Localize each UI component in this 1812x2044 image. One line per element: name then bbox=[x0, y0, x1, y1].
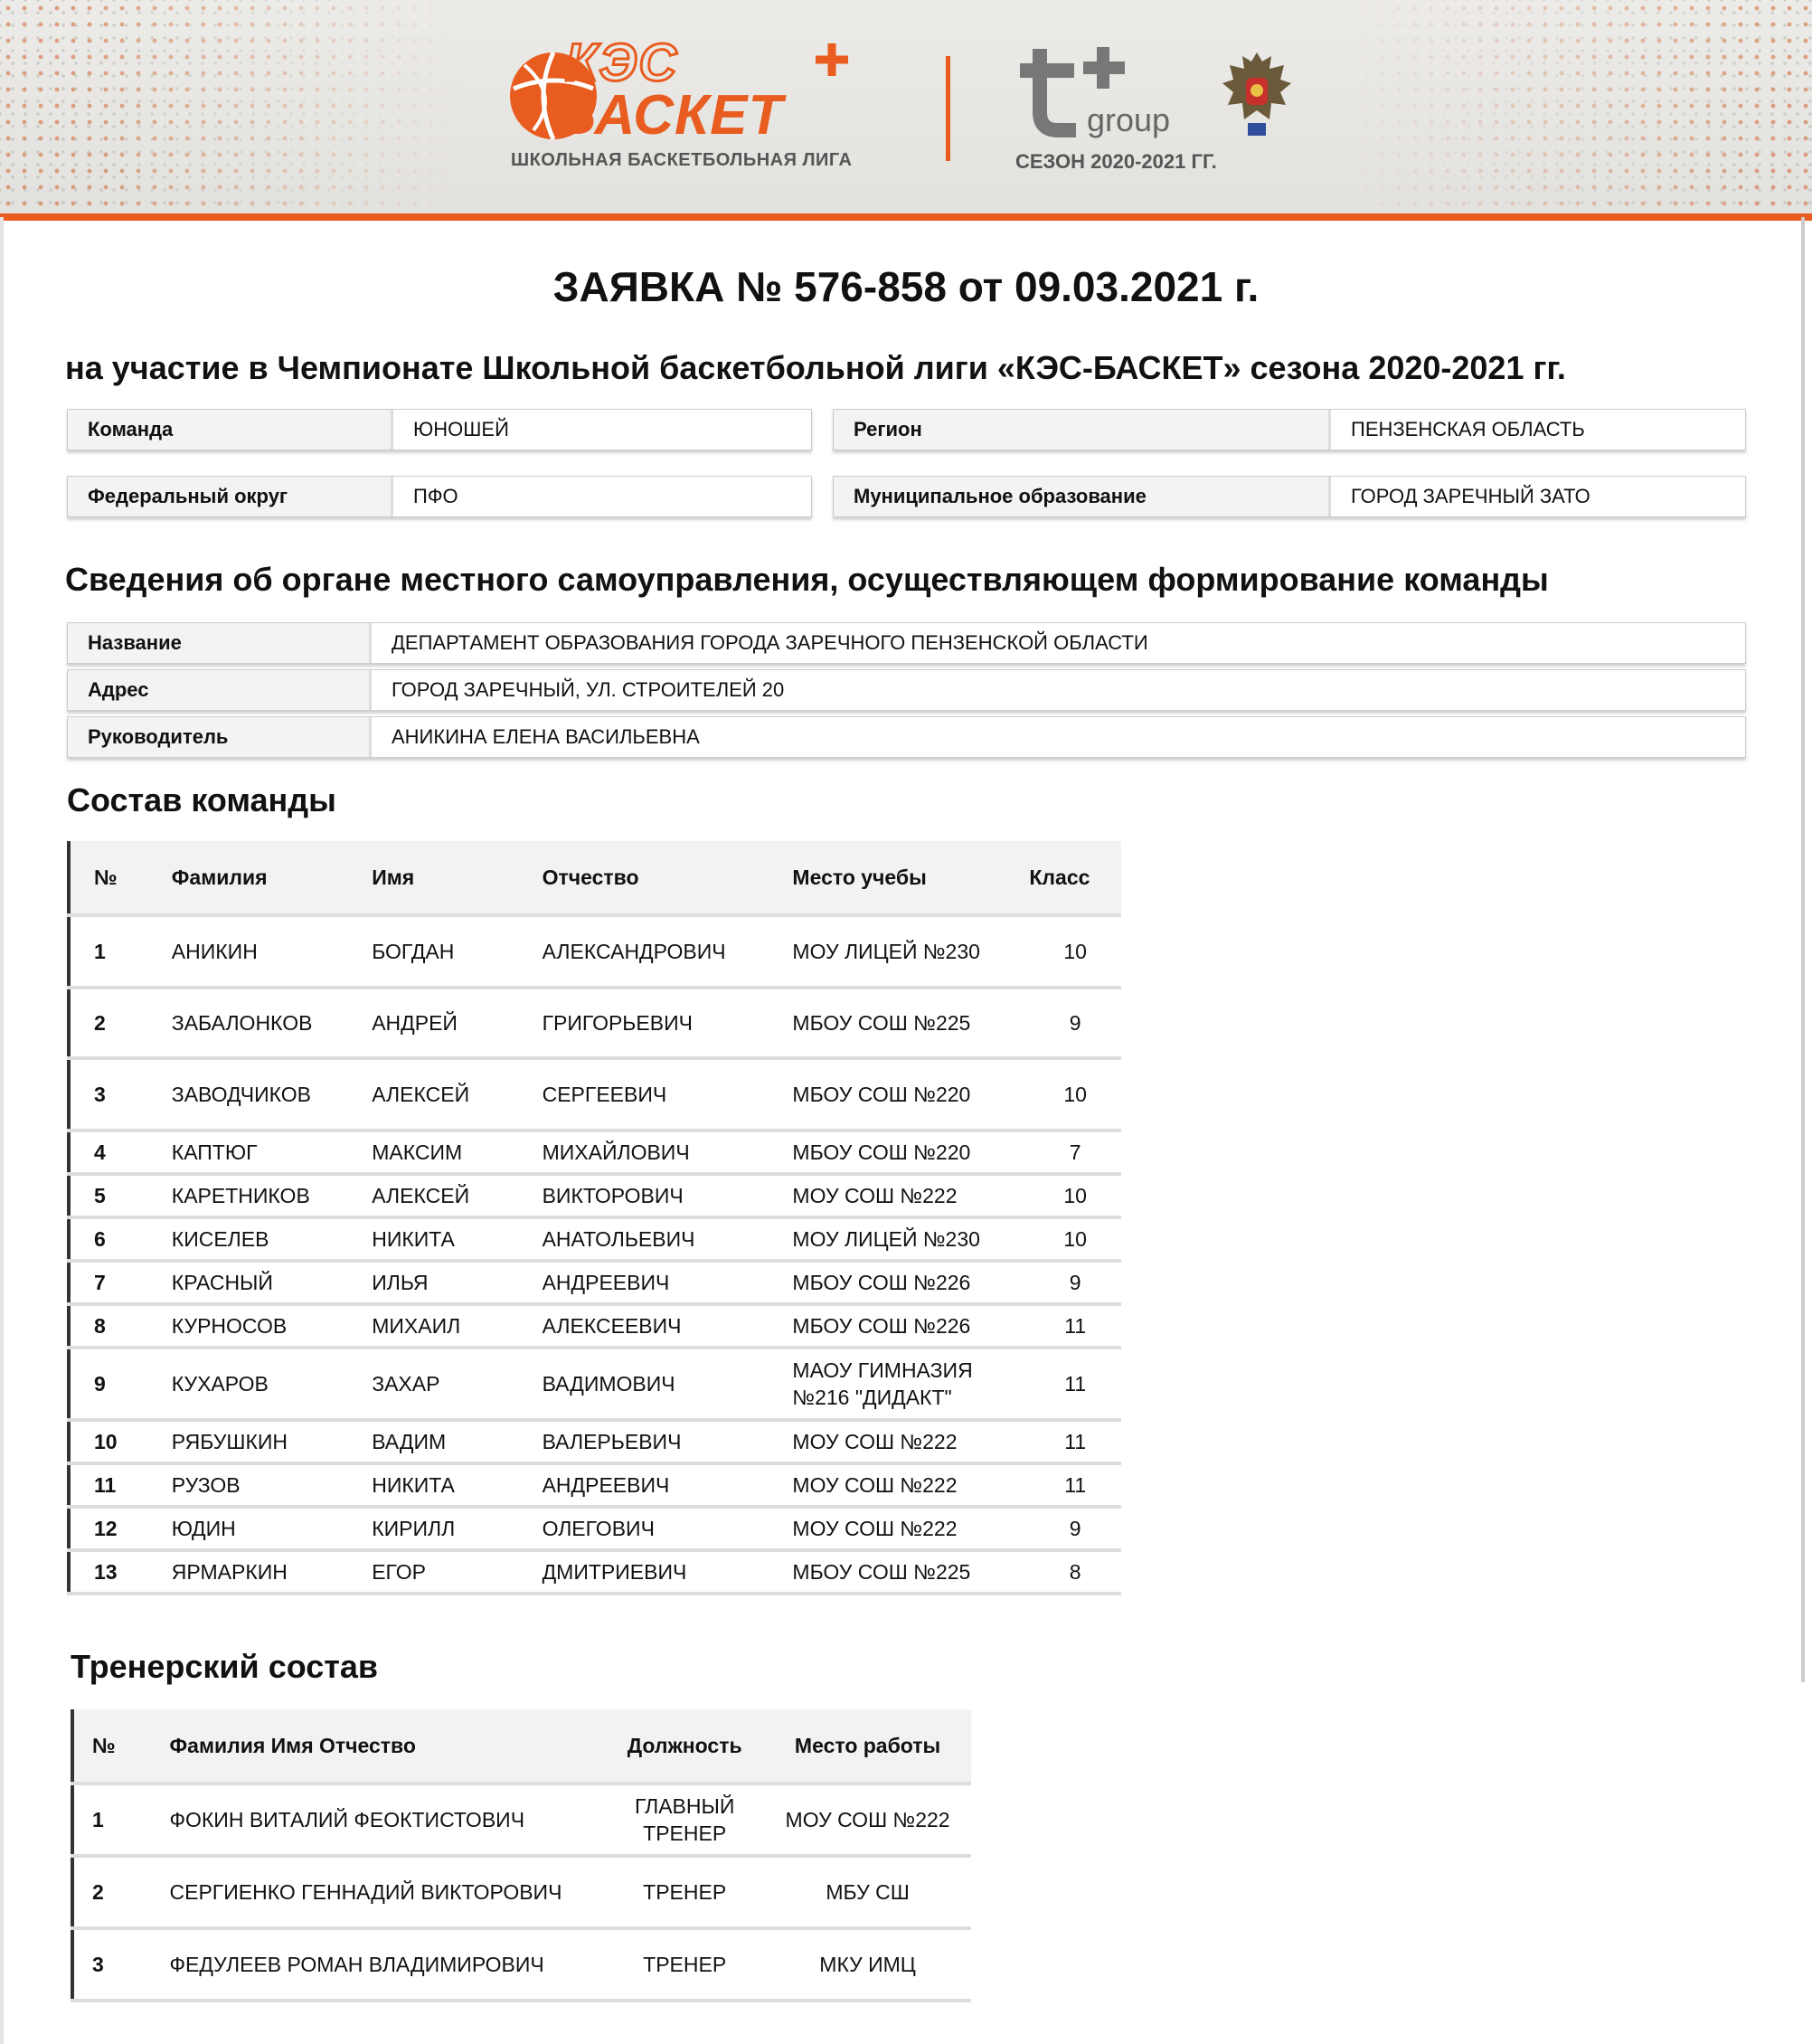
cell-school: МАОУ ГИМНАЗИЯ №216 "ДИДАКТ" bbox=[792, 1348, 1029, 1420]
page-subtitle: на участие в Чемпионате Школьной баскетбольной лиги «КЭС-БАСКЕТ» сезона 2020-2021 гг. bbox=[65, 349, 1566, 386]
vertical-scrollbar[interactable] bbox=[1801, 217, 1805, 1682]
cell-school: МОУ ЛИЦЕЙ №230 bbox=[792, 1217, 1029, 1261]
cell-patronymic: СЕРГЕЕВИЧ bbox=[543, 1058, 793, 1131]
cell-number: 4 bbox=[69, 1131, 172, 1174]
cell-lastname: ЗАБАЛОНКОВ bbox=[172, 988, 372, 1058]
cell-number: 1 bbox=[69, 915, 172, 988]
table-row bbox=[72, 1784, 971, 1856]
cell-lastname: ЯРМАРКИН bbox=[172, 1550, 372, 1594]
cell-number: 11 bbox=[69, 1463, 172, 1507]
col-grade: Класс bbox=[1029, 841, 1121, 915]
authority-head-value: АНИКИНА ЕЛЕНА ВАСИЛЬЕВНА bbox=[392, 725, 700, 748]
cell-grade: 11 bbox=[1029, 1348, 1121, 1420]
cell-number: 12 bbox=[69, 1507, 172, 1550]
table-row bbox=[69, 1507, 1121, 1550]
cell-number: 7 bbox=[69, 1261, 172, 1304]
coach-cell-number: 3 bbox=[72, 1928, 170, 2001]
cell-firstname: АНДРЕЙ bbox=[372, 988, 542, 1058]
field-region-label: Регион bbox=[834, 410, 1331, 449]
coat-of-arms-icon bbox=[1221, 47, 1293, 139]
table-row bbox=[69, 1348, 1121, 1420]
coach-col-fullname: Фамилия Имя Отчество bbox=[170, 1709, 606, 1784]
table-row bbox=[72, 1856, 971, 1928]
cell-school: МБОУ СОШ №226 bbox=[792, 1304, 1029, 1348]
cell-patronymic: ОЛЕГОВИЧ bbox=[543, 1507, 793, 1550]
banner-accent-line bbox=[0, 213, 1812, 221]
cell-lastname: КАПТЮГ bbox=[172, 1131, 372, 1174]
banner-dot-pattern-right bbox=[1342, 0, 1812, 221]
coach-col-workplace: Место работы bbox=[764, 1709, 971, 1784]
cell-firstname: АЛЕКСЕЙ bbox=[372, 1174, 542, 1217]
cell-grade: 11 bbox=[1029, 1463, 1121, 1507]
coaches-heading: Тренерский состав bbox=[71, 1648, 379, 1685]
coach-cell-fullname: ФОКИН ВИТАЛИЙ ФЕОКТИСТОВИЧ bbox=[170, 1784, 606, 1856]
team-heading: Состав команды bbox=[67, 781, 336, 819]
col-lastname: Фамилия bbox=[172, 841, 372, 915]
cell-lastname: РЯБУШКИН bbox=[172, 1420, 372, 1463]
cell-school: МБОУ СОШ №220 bbox=[792, 1131, 1029, 1174]
authority-heading: Сведения об органе местного самоуправления, осуществляющем формирование команды bbox=[65, 561, 1549, 598]
field-team-value: ЮНОШЕЙ bbox=[413, 418, 509, 440]
coach-cell-fullname: ФЕДУЛЕЕВ РОМАН ВЛАДИМИРОВИЧ bbox=[170, 1928, 606, 2001]
team-table-header bbox=[69, 841, 1121, 915]
cell-grade: 11 bbox=[1029, 1304, 1121, 1348]
cell-lastname: АНИКИН bbox=[172, 915, 372, 988]
cell-patronymic: ВАДИМОВИЧ bbox=[543, 1348, 793, 1420]
cell-firstname: ИЛЬЯ bbox=[372, 1261, 542, 1304]
page-title: ЗАЯВКА № 576-858 от 09.03.2021 г. bbox=[552, 263, 1260, 310]
header-banner bbox=[0, 0, 1812, 221]
cell-school: МБОУ СОШ №225 bbox=[792, 1550, 1029, 1594]
cell-lastname: РУЗОВ bbox=[172, 1463, 372, 1507]
field-federal-district bbox=[67, 476, 812, 517]
table-row bbox=[69, 1304, 1121, 1348]
cell-grade: 10 bbox=[1029, 1058, 1121, 1131]
coach-cell-workplace: МОУ СОШ №222 bbox=[764, 1784, 971, 1856]
brand-subtitle: ШКОЛЬНАЯ БАСКЕТБОЛЬНАЯ ЛИГА bbox=[511, 150, 853, 170]
table-row bbox=[69, 1174, 1121, 1217]
coach-cell-workplace: МБУ СШ bbox=[764, 1856, 971, 1928]
cell-lastname: КРАСНЫЙ bbox=[172, 1261, 372, 1304]
col-firstname: Имя bbox=[372, 841, 542, 915]
field-federal-district-value: ПФО bbox=[413, 485, 458, 507]
cell-school: МОУ ЛИЦЕЙ №230 bbox=[792, 915, 1029, 988]
cell-grade: 9 bbox=[1029, 1507, 1121, 1550]
cell-grade: 11 bbox=[1029, 1420, 1121, 1463]
cell-number: 2 bbox=[69, 988, 172, 1058]
cell-firstname: ЗАХАР bbox=[372, 1348, 542, 1420]
field-team-label: Команда bbox=[68, 410, 393, 449]
coach-cell-number: 1 bbox=[72, 1784, 170, 1856]
table-row bbox=[69, 1463, 1121, 1507]
coach-cell-fullname: СЕРГИЕНКО ГЕННАДИЙ ВИКТОРОВИЧ bbox=[170, 1856, 606, 1928]
authority-head-label: Руководитель bbox=[68, 717, 372, 757]
field-municipality-value: ГОРОД ЗАРЕЧНЫЙ ЗАТО bbox=[1351, 485, 1590, 507]
season-label: СЕЗОН 2020-2021 ГГ. bbox=[1015, 150, 1217, 173]
cell-number: 6 bbox=[69, 1217, 172, 1261]
table-row bbox=[72, 1928, 971, 2001]
table-row bbox=[69, 1131, 1121, 1174]
banner-dot-pattern-left bbox=[0, 0, 470, 221]
table-row bbox=[69, 1261, 1121, 1304]
cell-number: 13 bbox=[69, 1550, 172, 1594]
cell-lastname: КАРЕТНИКОВ bbox=[172, 1174, 372, 1217]
cell-patronymic: ВИКТОРОВИЧ bbox=[543, 1174, 793, 1217]
cell-grade: 8 bbox=[1029, 1550, 1121, 1594]
col-patronymic: Отчество bbox=[543, 841, 793, 915]
authority-address-label: Адрес bbox=[68, 670, 372, 710]
table-row bbox=[69, 1058, 1121, 1131]
authority-name-value: ДЕПАРТАМЕНТ ОБРАЗОВАНИЯ ГОРОДА ЗАРЕЧНОГО ПЕНЗЕНСКОЙ ОБЛАСТИ bbox=[392, 631, 1148, 654]
cell-school: МОУ СОШ №222 bbox=[792, 1420, 1029, 1463]
cell-lastname: КИСЕЛЕВ bbox=[172, 1217, 372, 1261]
coach-cell-number: 2 bbox=[72, 1856, 170, 1928]
col-school: Место учебы bbox=[792, 841, 1029, 915]
coach-cell-position: ТРЕНЕР bbox=[605, 1928, 764, 2001]
cell-patronymic: АНДРЕЕВИЧ bbox=[543, 1463, 793, 1507]
cell-firstname: БОГДАН bbox=[372, 915, 542, 988]
coach-cell-position: ТРЕНЕР bbox=[605, 1856, 764, 1928]
coach-col-number: № bbox=[72, 1709, 170, 1784]
field-municipality bbox=[833, 476, 1746, 517]
field-region-value: ПЕНЗЕНСКАЯ ОБЛАСТЬ bbox=[1351, 418, 1585, 440]
page-left-border bbox=[0, 217, 4, 2044]
table-row bbox=[69, 988, 1121, 1058]
cell-firstname: МАКСИМ bbox=[372, 1131, 542, 1174]
cell-number: 8 bbox=[69, 1304, 172, 1348]
cell-firstname: КИРИЛЛ bbox=[372, 1507, 542, 1550]
cell-school: МБОУ СОШ №220 bbox=[792, 1058, 1029, 1131]
cell-firstname: АЛЕКСЕЙ bbox=[372, 1058, 542, 1131]
col-number: № bbox=[69, 841, 172, 915]
table-row bbox=[69, 1217, 1121, 1261]
field-federal-district-label: Федеральный округ bbox=[68, 477, 393, 516]
cell-firstname: ВАДИМ bbox=[372, 1420, 542, 1463]
cell-firstname: НИКИТА bbox=[372, 1463, 542, 1507]
cell-patronymic: АНАТОЛЬЕВИЧ bbox=[543, 1217, 793, 1261]
cell-patronymic: ДМИТРИЕВИЧ bbox=[543, 1550, 793, 1594]
authority-head bbox=[67, 716, 1746, 758]
cell-school: МОУ СОШ №222 bbox=[792, 1507, 1029, 1550]
cell-patronymic: АЛЕКСЕЕВИЧ bbox=[543, 1304, 793, 1348]
cell-school: МБОУ СОШ №226 bbox=[792, 1261, 1029, 1304]
cell-patronymic: МИХАЙЛОВИЧ bbox=[543, 1131, 793, 1174]
cell-grade: 9 bbox=[1029, 988, 1121, 1058]
coach-col-position: Должность bbox=[605, 1709, 764, 1784]
cell-grade: 7 bbox=[1029, 1131, 1121, 1174]
team-table bbox=[67, 841, 1121, 1595]
coaches-table-header bbox=[72, 1709, 971, 1784]
partner-group-label: group bbox=[1087, 101, 1171, 138]
cell-grade: 10 bbox=[1029, 915, 1121, 988]
cell-firstname: МИХАИЛ bbox=[372, 1304, 542, 1348]
table-row bbox=[69, 915, 1121, 988]
field-region bbox=[833, 409, 1746, 450]
cell-number: 9 bbox=[69, 1348, 172, 1420]
cell-patronymic: ГРИГОРЬЕВИЧ bbox=[543, 988, 793, 1058]
cell-school: МОУ СОШ №222 bbox=[792, 1174, 1029, 1217]
coach-cell-position: ГЛАВНЫЙ ТРЕНЕР bbox=[605, 1784, 764, 1856]
authority-address-value: ГОРОД ЗАРЕЧНЫЙ, УЛ. СТРОИТЕЛЕЙ 20 bbox=[392, 678, 785, 701]
field-team bbox=[67, 409, 812, 450]
cell-school: МОУ СОШ №222 bbox=[792, 1463, 1029, 1507]
cell-firstname: НИКИТА bbox=[372, 1217, 542, 1261]
cell-lastname: КУРНОСОВ bbox=[172, 1304, 372, 1348]
cell-patronymic: АНДРЕЕВИЧ bbox=[543, 1261, 793, 1304]
cell-number: 10 bbox=[69, 1420, 172, 1463]
cell-grade: 10 bbox=[1029, 1174, 1121, 1217]
cell-number: 5 bbox=[69, 1174, 172, 1217]
cell-number: 3 bbox=[69, 1058, 172, 1131]
cell-lastname: ЗАВОДЧИКОВ bbox=[172, 1058, 372, 1131]
banner-divider bbox=[946, 56, 950, 161]
brand-title-basket: БАСКЕТ bbox=[556, 84, 784, 147]
coach-cell-workplace: МКУ ИМЦ bbox=[764, 1928, 971, 2001]
cell-patronymic: АЛЕКСАНДРОВИЧ bbox=[543, 915, 793, 988]
table-row bbox=[69, 1420, 1121, 1463]
table-row bbox=[69, 1550, 1121, 1594]
authority-address bbox=[67, 669, 1746, 711]
cell-firstname: ЕГОР bbox=[372, 1550, 542, 1594]
authority-name-label: Название bbox=[68, 623, 372, 663]
authority-name bbox=[67, 622, 1746, 664]
cell-patronymic: ВАЛЕРЬЕВИЧ bbox=[543, 1420, 793, 1463]
cell-grade: 9 bbox=[1029, 1261, 1121, 1304]
cell-school: МБОУ СОШ №225 bbox=[792, 988, 1029, 1058]
cell-lastname: ЮДИН bbox=[172, 1507, 372, 1550]
cell-grade: 10 bbox=[1029, 1217, 1121, 1261]
brand-title-kes: КЭС bbox=[565, 33, 679, 92]
field-municipality-label: Муниципальное образование bbox=[834, 477, 1331, 516]
coaches-table bbox=[71, 1709, 971, 2002]
cell-lastname: КУХАРОВ bbox=[172, 1348, 372, 1420]
